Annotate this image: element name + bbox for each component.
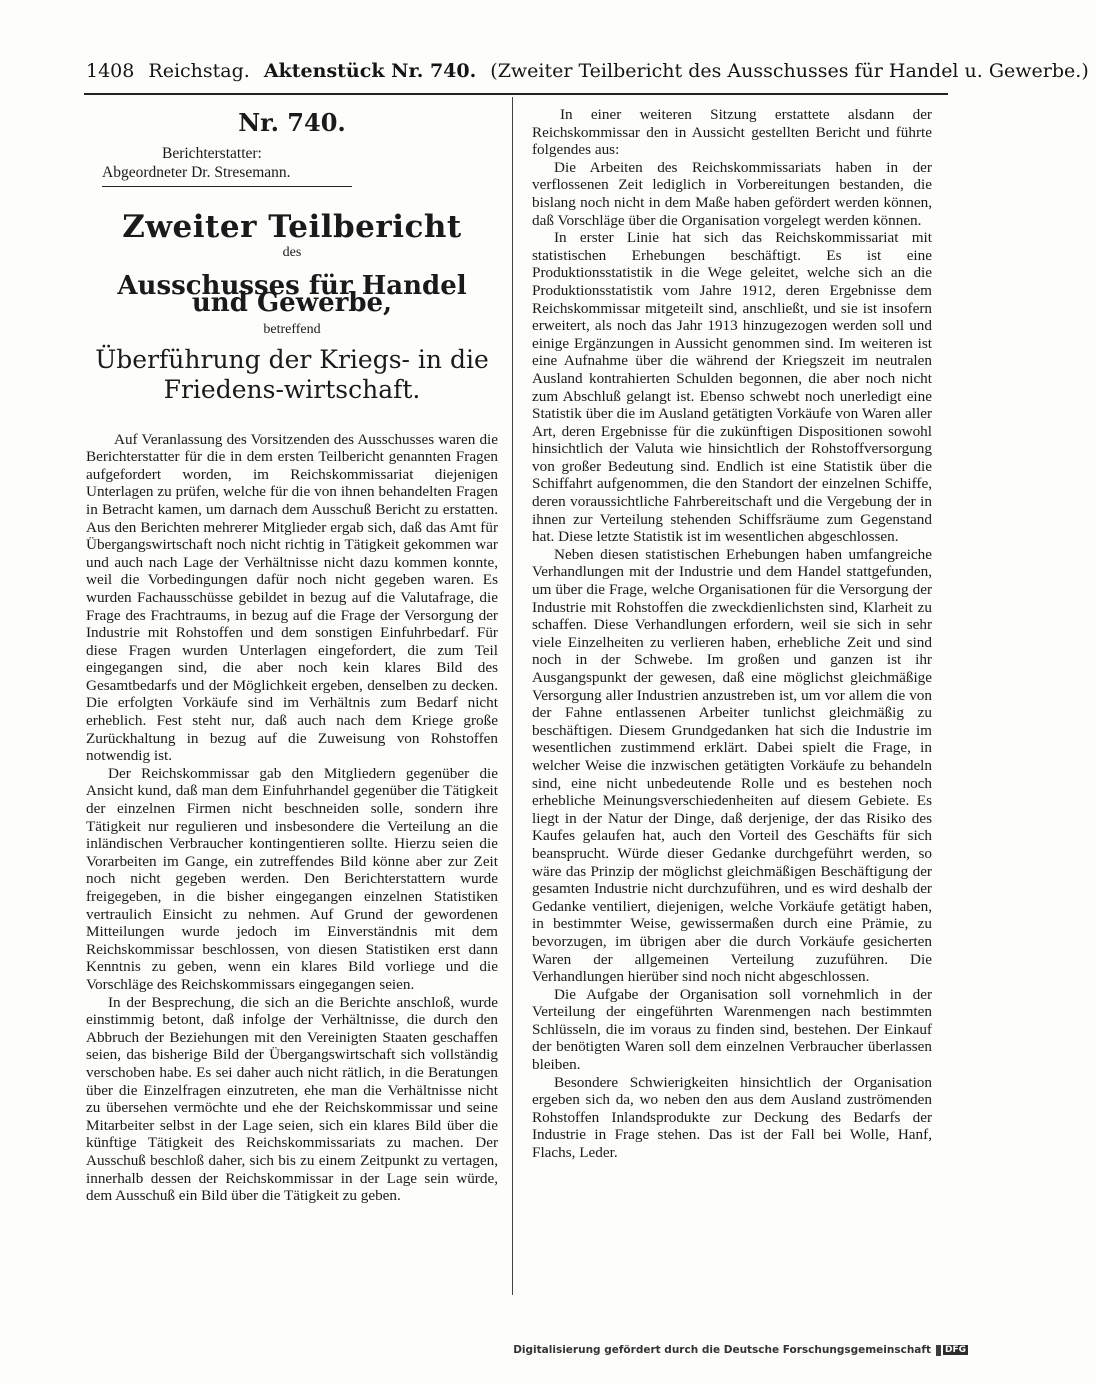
credit-text: Digitalisierung gefördert durch die Deutsche Forschungsgemeinschaft bbox=[513, 1344, 931, 1356]
body-paragraph: Der Reichskommissar gab den Mitgliedern gegenüber die Ansicht kund, daß man dem Einfuhrhandel gegenüber die Tätigkeit der einzelnen Firmen nicht beschneiden solle, sondern ihre Tätigkeit nur regulieren und insbesondere die Verteilung an die inländischen Verbraucher kontingentieren sollte. Hierzu seien die Vorarbeiten im Gange, ein zutreffendes Bild könne aber zur Zeit noch nicht gegeben werden. Den Berichterstattern wurde freigegeben, in die bisher eingegangen einzelnen Statistiken vertraulich Einsicht zu nehmen. Auf Grund der gewordenen Mitteilungen wurde jedoch im Einverständnis mit dem Reichskommissar beschlossen, von diesen Statistiken erst dann Kenntnis zu geben, wenn ein klares Bild vorliege und die Vorschläge des Reichskommissars eingegangen seien. bbox=[86, 764, 498, 993]
reporter-label: Berichterstatter: bbox=[162, 144, 262, 162]
reporter-rule bbox=[102, 186, 352, 187]
committee-title: Ausschusses für Handel und Gewerbe, bbox=[117, 270, 467, 319]
body-paragraph: Auf Veranlassung des Vorsitzenden des Ausschusses waren die Berichterstatter für die in dem ersten Teilbericht genannten Fragen aufgefordert worden, im Reichskommissariat diejenigen Unterlagen zu prüfen, welche für die von ihnen behandelten Fragen in Betracht kamen, um darnach dem Ausschuß Bericht zu erstatten. Aus den Berichten mehrerer Mitglieder ergab sich, daß das Amt für Übergangswirtschaft noch nicht richtig in Tätigkeit gekommen war und auch nach Lage der Verhältnisse nicht dazu kommen konnte, weil die Vorbedingungen dafür noch nicht gegeben waren. Es wurden Fachausschüsse gebildet in bezug auf die Valutafrage, die Frage des Frachtraums, in bezug auf die Frage der Versorgung der Industrie mit Rohstoffen und dem sonstigen Einfuhrbedarf. Für diese Fragen wurden Unterlagen eingefordert, die zum Teil eingegangen sind, die aber noch kein klares Bild des Gesamtbedarfs und der Möglichkeit ergeben, denselben zu decken. Die erfolgten Vorkäufe sind im Verhältnis zum Bedarf nicht erheblich. Fest steht nur, daß auch nach dem Kriege große Zurückhaltung in bezug auf die Zuweisung von Rohstoffen notwendig ist. bbox=[86, 430, 498, 765]
body-paragraph: In einer weiteren Sitzung erstattete alsdann der Reichskommissar den in Aussicht gestellten Bericht und führte folgendes aus: bbox=[532, 106, 932, 159]
header-document: Aktenstück Nr. 740. bbox=[263, 60, 477, 82]
reporter-block bbox=[102, 144, 498, 187]
header-description: (Zweiter Teilbericht des Ausschusses für Handel u. Gewerbe.) bbox=[490, 60, 1089, 82]
body-paragraph: Die Arbeiten des Reichskommissariats haben in der verflossenen Zeit lediglich in Vorbereitungen bestanden, die bislang noch nicht in dem Maße haben gefördert werden können, daß Vorschläge über die Organisation vorgelegt werden können. bbox=[532, 158, 932, 229]
dfg-logo-text: DFG bbox=[944, 1345, 966, 1355]
body-paragraph: In der Besprechung, die sich an die Berichte anschloß, wurde einstimmig betont, daß infolge der Verhältnisse, die durch den Abbruch der Beziehungen mit den Vereinigten Staaten geschaffen seien, das bisherige Bild der Übergangswirtschaft sich vollständig verschoben habe. Es sei daher auch nicht rätlich, in die Beratungen über die Einzelfragen einzutreten, ehe man die Verhältnisse nicht zu übersehen vermöchte und ehe der Reichskommissar und seine Mitarbeiter selbst in der Lage seien, sich ein klares Bild über die künftige Tätigkeit des Reichskommissariats zu machen. Der Ausschuß beschloß daher, sich bis zu einem Zeitpunkt zu vertagen, innerhalb dessen der Reichskommissar in der Lage sein würde, dem Ausschuß ein Bild über die Tätigkeit zu geben. bbox=[86, 993, 498, 1205]
reporter-name: Abgeordneter Dr. Stresemann. bbox=[102, 163, 291, 181]
left-column bbox=[86, 108, 498, 1205]
title-connector: des bbox=[282, 245, 302, 261]
right-column bbox=[532, 106, 932, 1162]
header-rule bbox=[84, 93, 948, 95]
body-paragraph: In erster Linie hat sich das Reichskommissariat mit statistischen Erhebungen beschäftigt. Es ist eine Produktionsstatistik in die Wege geleitet, welche sich an die Produktionsstatistik vom Jahre 1912, deren Ergebnisse dem Reichskommissar mitgeteilt sind, anschließt, und sie ist insofern erweitert, als noch das Jahr 1913 hinzugezogen werden soll und einige Ergänzungen in Aussicht genommen sind. Im weiteren ist eine Aufnahme über die während der Kriegszeit im neutralen Ausland kontrahierten Schulden begonnen, die aber noch nicht zum Abschluß gelangt ist. Ebenso schwebt noch unerledigt eine Statistik über die im Ausland getätigten Vorkäufe von Waren aller Art, deren Ergebnisse für die zukünftigen Dispositionen sowohl hinsichtlich der Valuta wie hinsichtlich der Rohstoffversorgung von großer Bedeutung sind. Endlich ist eine Statistik über die Schiffahrt aufgenommen, die den Standort der einzelnen Schiffe, deren voraussichtliche Fahrbereitschaft und die Vergebung der in ihnen zur Verteilung stehenden Schiffsräume zum Gegenstand hat. Diese letzte Statistik ist im wesentlichen abgeschlossen. bbox=[532, 229, 932, 546]
report-topic: Überführung der Kriegs- in die Friedens-wirtschaft. bbox=[95, 344, 489, 404]
page-number: 1408 bbox=[86, 60, 135, 82]
header-source: Reichstag. bbox=[148, 60, 250, 82]
digitization-credit bbox=[513, 1344, 968, 1356]
body-paragraph: Die Aufgabe der Organisation soll vornehmlich in der Verteilung der eingeführten Warenmengen nach bestimmten Schlüsseln, die im voraus zu finden sind, bestehen. Der Einkauf der benötigten Waren soll dem einzelnen Verbraucher überlassen bleiben. bbox=[532, 985, 932, 1074]
column-divider bbox=[512, 97, 513, 1295]
dfg-logo-mark bbox=[936, 1345, 941, 1356]
regarding-label: betreffend bbox=[263, 321, 321, 337]
running-header bbox=[86, 60, 1089, 88]
report-title: Zweiter Teilbericht bbox=[122, 208, 462, 245]
body-paragraph: Besondere Schwierigkeiten hinsichtlich der Organisation ergeben sich da, wo neben den aus dem Ausland zuströmenden Rohstoffen Inlandsprodukte zur Deckung des Bedarfs der Industrie in Frage stehen. Das ist der Fall bei Wolle, Hanf, Flachs, Leder. bbox=[532, 1073, 932, 1162]
dfg-logo bbox=[936, 1345, 968, 1356]
document-number: Nr. 740. bbox=[238, 108, 346, 137]
body-paragraph: Neben diesen statistischen Erhebungen haben umfangreiche Verhandlungen mit der Industrie und dem Handel stattgefunden, um über die Frage, welche Organisationen für die Versorgung der Industrie mit Rohstoffen die zweckdienlichsten sind, Klarheit zu schaffen. Diese Verhandlungen erfordern, weil sie sich in sehr viele Einzelheiten zu verlieren haben, erhebliche Zeit und sind noch in der Schwebe. Im großen und ganzen ist ihr Ausgangspunkt der gewesen, daß eine möglichst gleichmäßige Versorgung aller Industrien anzustreben ist, um vor allem die von der Fahne entlassenen Arbeiter tunlichst gleichmäßig zu beschäftigen. Diesem Grundgedanken hat sich die Industrie im wesentlichen zustimmend erklärt. Dabei spielt die Frage, in welcher Weise die inzwischen getätigten Vorkäufe zu behandeln sind, eine nicht unbedeutende Rolle und es bestehen noch erhebliche Meinungsverschiedenheiten auf diesem Gebiete. Es liegt in der Natur der Dinge, daß derjenige, der das Risiko des Kaufes gelaufen hat, auch den Vorteil des Geschäfts für sich beansprucht. Würde dieser Gedanke durchgeführt werden, so wäre das Prinzip der möglichst gleichmäßigen Beschäftigung der gesamten Industrie nicht durchzuführen, und es wird deshalb der Gedanke ventiliert, diejenigen, welche Vorkäufe getätigt haben, in bestimmter Weise, gewissermaßen durch eine Prämie, zu bevorzugen, im übrigen aber die durch Vorkäufe gesicherten Waren der allgemeinen Verteilung zuzuführen. Die Verhandlungen hierüber sind noch nicht abgeschlossen. bbox=[532, 545, 932, 986]
